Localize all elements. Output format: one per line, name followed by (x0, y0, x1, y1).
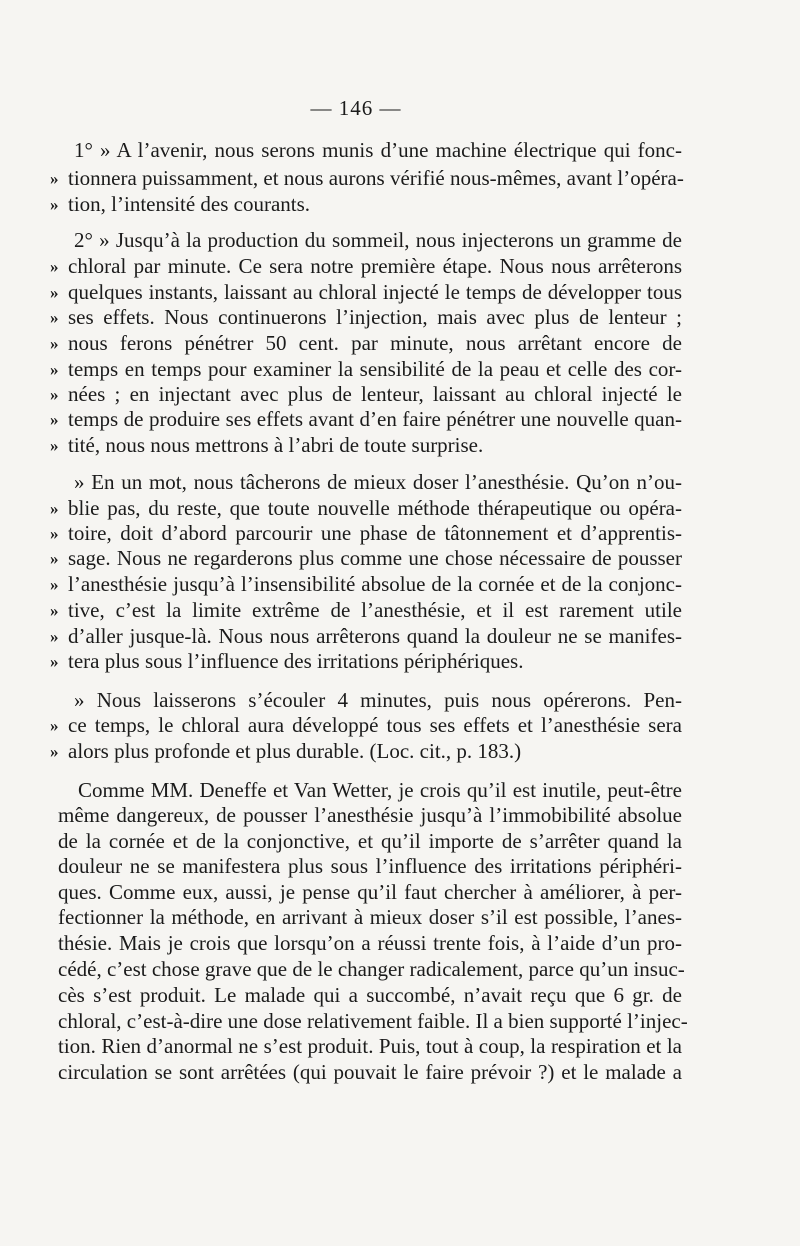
quote-mark: » (50, 334, 59, 353)
line-text: temps de produire ses effets avant d’en faire pénétrer une nouvelle quan- (68, 407, 682, 431)
line-text: tion. Rien d’anormal ne s’est produit. Puis, tout à coup, la respiration et la (58, 1034, 682, 1058)
quote-mark: » (50, 360, 59, 379)
line-text: 2° » Jusqu’à la production du sommeil, nous injecterons un gramme de (74, 228, 682, 252)
line-text: tionnera puissamment, et nous aurons vérifié nous-mêmes, avant l’opéra- (68, 166, 684, 190)
quote-mark: » (50, 385, 59, 404)
line-text: ques. Comme eux, aussi, je pense qu’il faut chercher à améliorer, à per- (58, 880, 682, 904)
line-text: même dangereux, de pousser l’anesthésie jusqu’à l’immobibilité absolue (58, 803, 682, 827)
line-text: l’anesthésie jusqu’à l’insensibilité absolue de la cornée et de la conjonc- (68, 572, 682, 596)
quote-mark: » (50, 524, 59, 543)
line-text: blie pas, du reste, que toute nouvelle méthode thérapeutique ou opéra- (68, 496, 682, 520)
quote-mark: » (50, 436, 59, 455)
line-text: quelques instants, laissant au chloral injecté le temps de développer tous (68, 280, 682, 304)
quote-mark: » (50, 627, 59, 646)
line-text: chloral par minute. Ce sera notre première étape. Nous nous arrêterons (68, 254, 682, 278)
quote-mark: » (50, 283, 59, 302)
quote-mark: » (50, 169, 59, 188)
line-text: Comme MM. Deneffe et Van Wetter, je crois qu’il est inutile, peut-être (78, 778, 682, 802)
line-text: » Nous laisserons s’écouler 4 minutes, puis nous opérerons. Pen- (74, 688, 682, 712)
line-text: cédé, c’est chose grave que de le changer radicalement, parce qu’un insuc- (58, 957, 685, 981)
quote-mark: » (50, 410, 59, 429)
line-text: » En un mot, nous tâcherons de mieux doser l’anesthésie. Qu’on n’ou- (74, 470, 682, 494)
quote-mark: » (50, 195, 59, 214)
quote-mark: » (50, 575, 59, 594)
page-number: — 146 — (310, 96, 402, 120)
line-text: fectionner la méthode, en arrivant à mieux doser s’il est possible, l’anes- (58, 905, 682, 929)
quote-mark: » (50, 601, 59, 620)
line-text: toire, doit d’abord parcourir une phase de tâtonnement et d’apprentis- (68, 521, 682, 545)
line-text: tera plus sous l’influence des irritations périphériques. (68, 649, 524, 673)
line-text: nées ; en injectant avec plus de lenteur, laissant au chloral injecté le (68, 382, 682, 406)
quote-mark: » (50, 549, 59, 568)
line-text: tion, l’intensité des courants. (68, 192, 311, 216)
quote-mark: » (50, 716, 59, 735)
line-text: d’aller jusque-là. Nous nous arrêterons quand la douleur ne se manifes- (68, 624, 682, 648)
line-text: temps en temps pour examiner la sensibilité de la peau et celle des cor- (68, 357, 682, 381)
quote-mark: » (50, 742, 59, 761)
line-text: douleur ne se manifestera plus sous l’influence des irritations périphéri- (58, 854, 682, 878)
line-text: tive, c’est la limite extrême de l’anesthésie, et il est rarement utile (68, 598, 682, 622)
line-text: nous ferons pénétrer 50 cent. par minute, nous arrêtant encore de (68, 331, 682, 355)
line-text: alors plus profonde et plus durable. (Loc. cit., p. 183.) (68, 739, 522, 763)
line-text: de la cornée et de la conjonctive, et qu’il importe de s’arrêter quand la (58, 829, 682, 853)
quote-mark: » (50, 308, 59, 327)
line-text: tité, nous nous mettrons à l’abri de toute surprise. (68, 433, 484, 457)
quote-mark: » (50, 652, 59, 671)
line-text: circulation se sont arrêtées (qui pouvait le faire prévoir ?) et le malade a (58, 1060, 682, 1084)
line-text: chloral, c’est-à-dire une dose relativement faible. Il a bien supporté l’injec- (58, 1009, 688, 1033)
line-text: thésie. Mais je crois que lorsqu’on a réussi trente fois, à l’aide d’un pro- (58, 931, 682, 955)
quote-mark: » (50, 257, 59, 276)
line-text: ses effets. Nous continuerons l’injection, mais avec plus de lenteur ; (68, 305, 682, 329)
line-text: cès s’est produit. Le malade qui a succombé, n’avait reçu que 6 gr. de (58, 983, 682, 1007)
line-text: sage. Nous ne regarderons plus comme une chose nécessaire de pousser (68, 546, 682, 570)
line-text: 1° » A l’avenir, nous serons munis d’une machine électrique qui fonc- (74, 138, 682, 162)
quote-mark: » (50, 499, 59, 518)
line-text: ce temps, le chloral aura développé tous ses effets et l’anesthésie sera (68, 713, 682, 737)
